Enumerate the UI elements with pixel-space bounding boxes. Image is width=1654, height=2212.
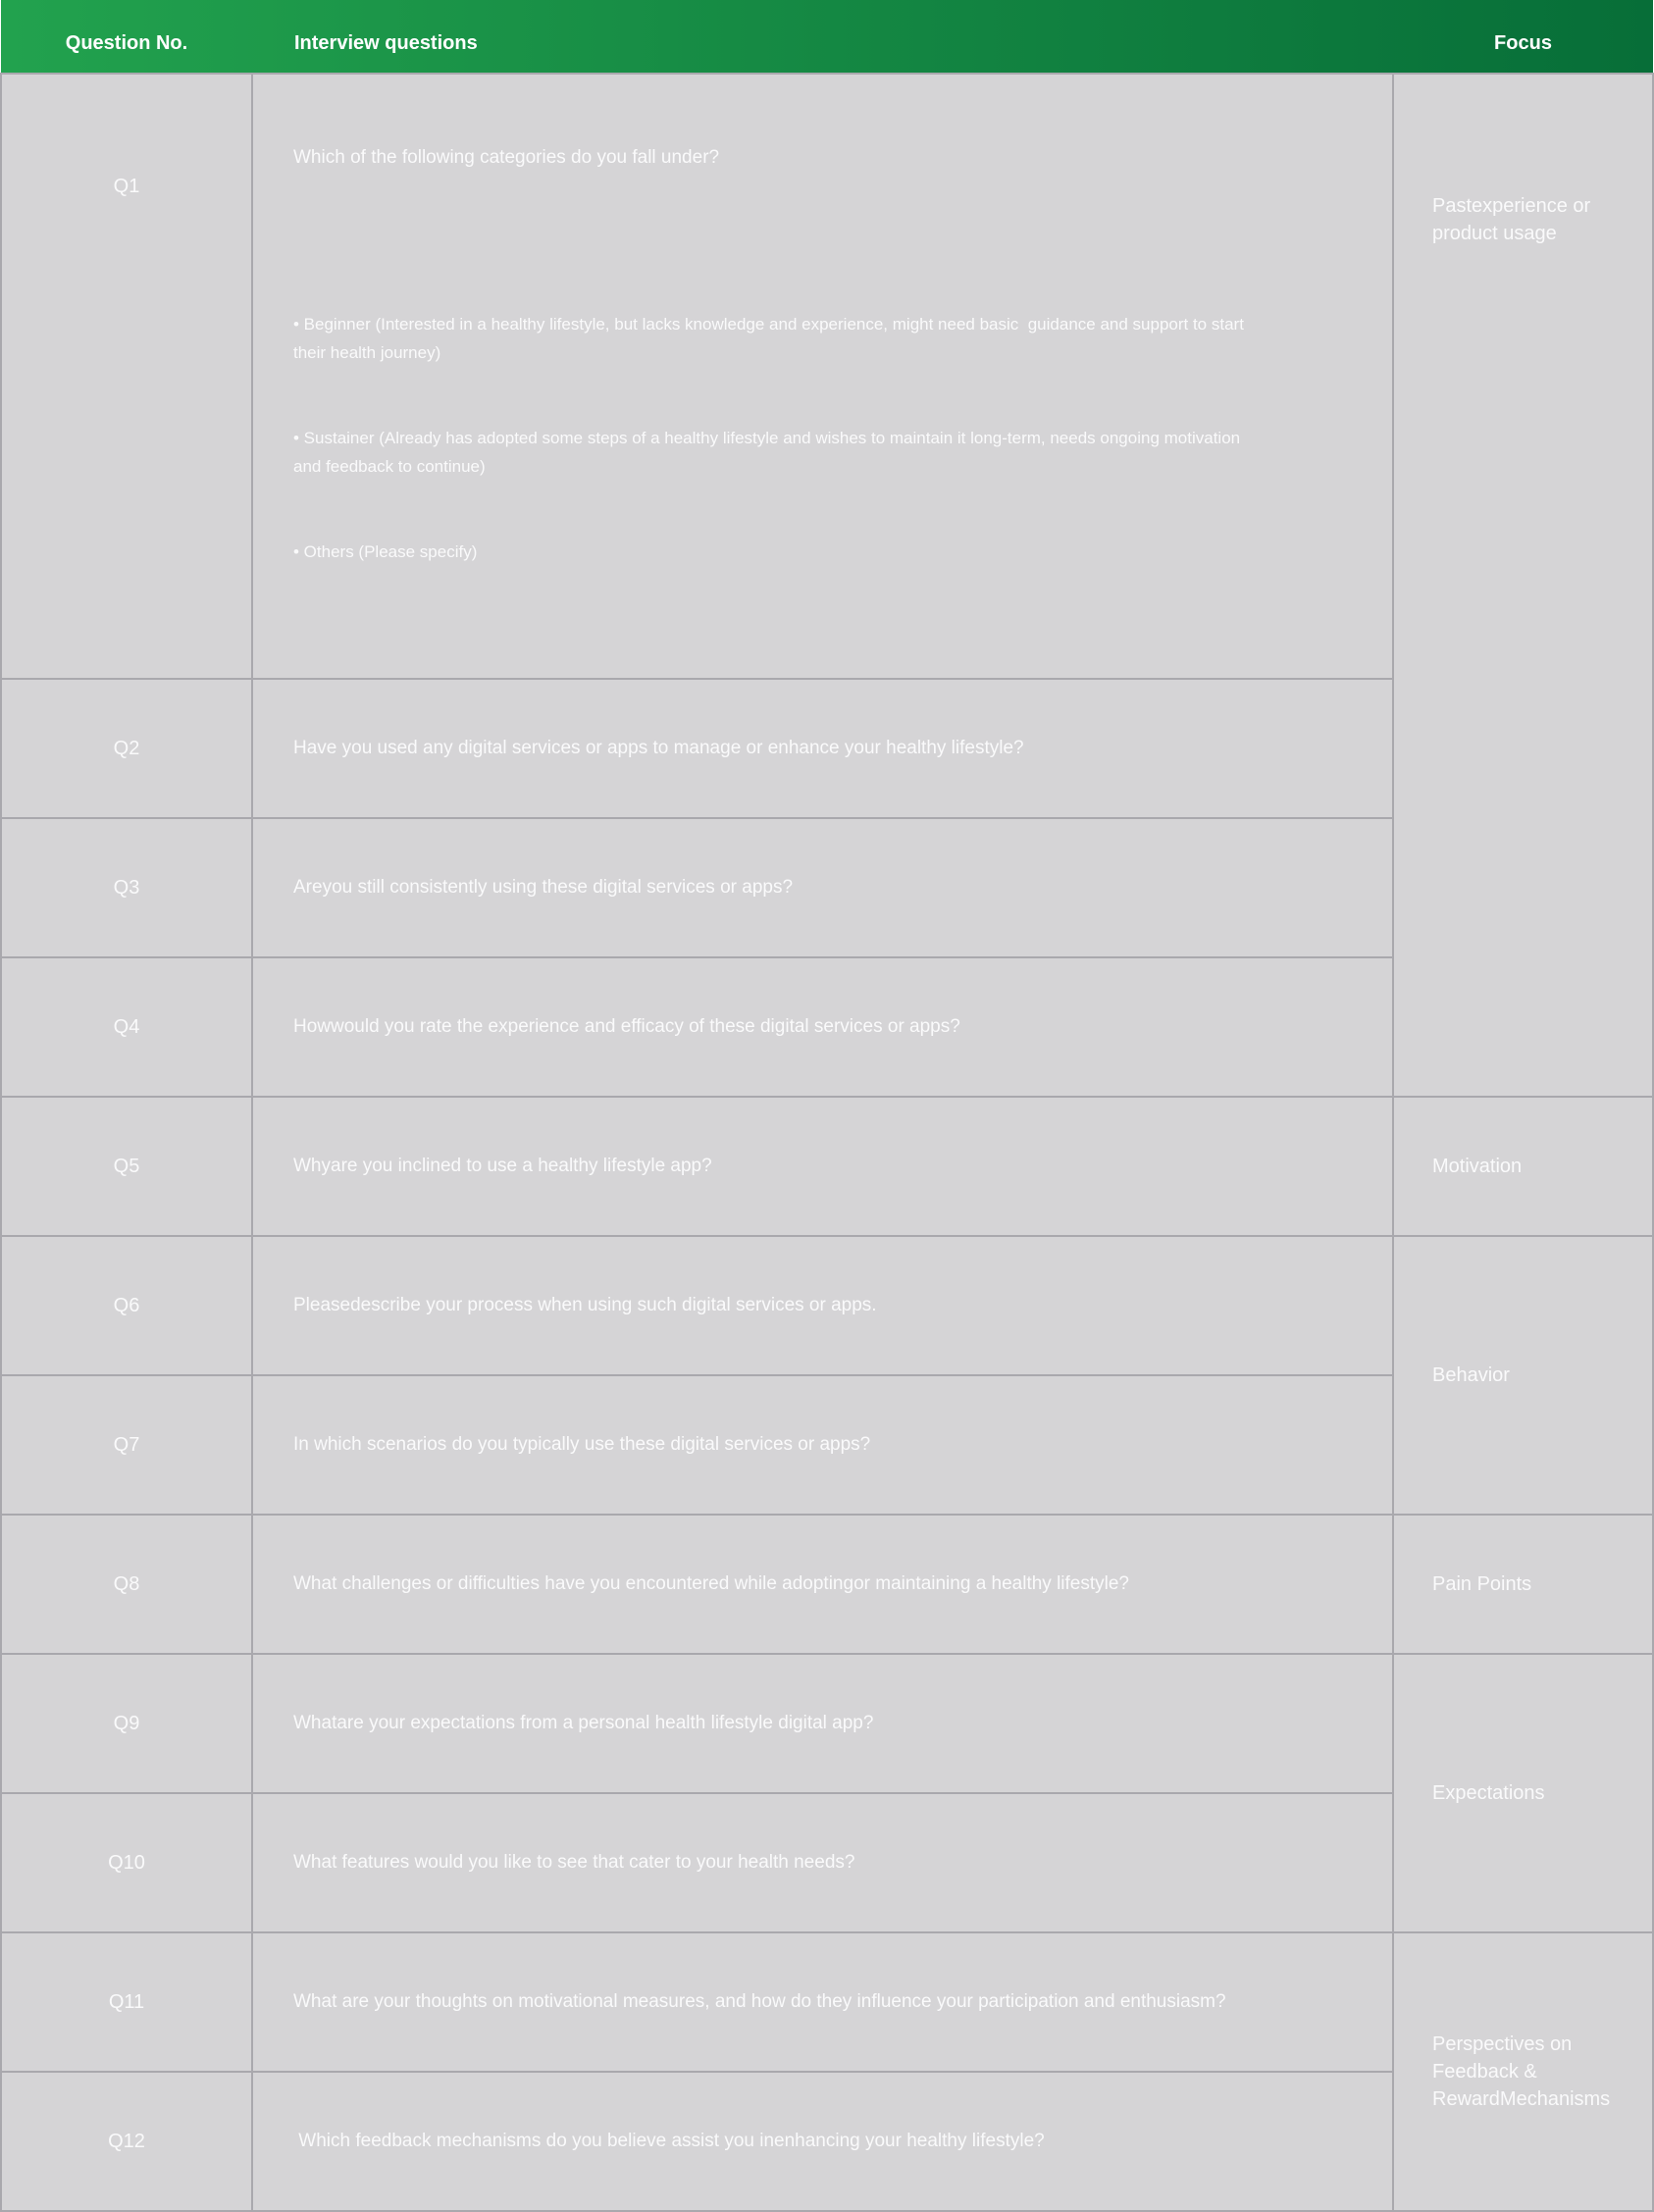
q3-question-text: Areyou still consistently using these digital services or apps? bbox=[293, 877, 794, 898]
question-number-q7: Q7 bbox=[1, 1375, 252, 1515]
question-number-q2: Q2 bbox=[1, 679, 252, 818]
question-number-q12: Q12 bbox=[1, 2072, 252, 2211]
focus-cell-behavior bbox=[1393, 1236, 1653, 1515]
q1-option-sustainer: • Sustainer (Already has adopted some steps of a healthy lifestyle and wishes to maintain it long-term, needs ongoing motivation and feedback to continue) bbox=[293, 429, 1245, 476]
question-cell-q11 bbox=[252, 1932, 1393, 2072]
question-number-q3: Q3 bbox=[1, 818, 252, 957]
q7-question-text: In which scenarios do you typically use these digital services or apps? bbox=[293, 1434, 871, 1455]
focus-cell-motivation bbox=[1393, 1097, 1653, 1236]
table-row-q5 bbox=[1, 1097, 1653, 1236]
q2-question-text: Have you used any digital services or apps to manage or enhance your healthy lifestyle? bbox=[293, 738, 1024, 758]
question-cell-q3 bbox=[252, 818, 1393, 957]
table-row-q6 bbox=[1, 1236, 1653, 1375]
question-number-q11: Q11 bbox=[1, 1932, 252, 2072]
q5-question-text: Whyare you inclined to use a healthy lifestyle app? bbox=[293, 1156, 712, 1176]
question-number-q1: Q1 bbox=[1, 74, 252, 679]
q1-options-list bbox=[293, 253, 1250, 623]
table-header-row bbox=[1, 0, 1653, 74]
question-cell-q12 bbox=[252, 2072, 1393, 2211]
header-focus: Focus bbox=[1393, 0, 1653, 74]
question-cell-q1 bbox=[252, 74, 1393, 679]
question-number-q8: Q8 bbox=[1, 1515, 252, 1654]
focus-label-motivation: Motivation bbox=[1432, 1156, 1523, 1177]
focus-cell-past-experience bbox=[1393, 74, 1653, 1097]
table-row-q1 bbox=[1, 74, 1653, 679]
q4-question-text: Howwould you rate the experience and efficacy of these digital services or apps? bbox=[293, 1016, 960, 1037]
q11-question-text: What are your thoughts on motivational measures, and how do they influence your participation and enthusiasm? bbox=[293, 1991, 1226, 2012]
focus-label-pain-points: Pain Points bbox=[1432, 1573, 1532, 1595]
question-cell-q6 bbox=[252, 1236, 1393, 1375]
q1-option-beginner: • Beginner (Interested in a healthy lifestyle, but lacks knowledge and experience, might need basic guidance and support to start their health journey) bbox=[293, 315, 1249, 362]
question-cell-q7 bbox=[252, 1375, 1393, 1515]
table-row-q11 bbox=[1, 1932, 1653, 2072]
q12-question-text: Which feedback mechanisms do you believe assist you inenhancing your healthy lifestyle? bbox=[293, 2131, 1045, 2151]
table-row-q8 bbox=[1, 1515, 1653, 1654]
header-question-no: Question No. bbox=[1, 0, 252, 74]
focus-cell-pain-points bbox=[1393, 1515, 1653, 1654]
header-interview-questions: Interview questions bbox=[252, 0, 1393, 74]
question-cell-q4 bbox=[252, 957, 1393, 1097]
question-cell-q5 bbox=[252, 1097, 1393, 1236]
question-cell-q10 bbox=[252, 1793, 1393, 1932]
question-number-q6: Q6 bbox=[1, 1236, 252, 1375]
q10-question-text: What features would you like to see that cater to your health needs? bbox=[293, 1852, 855, 1873]
focus-label-past-experience: Pastexperience or product usage bbox=[1432, 195, 1591, 244]
question-cell-q2 bbox=[252, 679, 1393, 818]
focus-label-expectations: Expectations bbox=[1432, 1782, 1545, 1804]
q9-question-text: Whatare your expectations from a personal health lifestyle digital app? bbox=[293, 1713, 874, 1733]
q6-question-text: Pleasedescribe your process when using such digital services or apps. bbox=[293, 1295, 877, 1315]
question-cell-q8 bbox=[252, 1515, 1393, 1654]
focus-cell-expectations bbox=[1393, 1654, 1653, 1932]
question-number-q4: Q4 bbox=[1, 957, 252, 1097]
focus-cell-perspectives-feedback bbox=[1393, 1932, 1653, 2211]
table-row-q9 bbox=[1, 1654, 1653, 1793]
question-number-q10: Q10 bbox=[1, 1793, 252, 1932]
question-cell-q9 bbox=[252, 1654, 1393, 1793]
q1-question-text: Which of the following categories do you fall under? bbox=[293, 147, 720, 168]
question-number-q9: Q9 bbox=[1, 1654, 252, 1793]
q1-option-others: • Others (Please specify) bbox=[293, 542, 478, 561]
question-number-q5: Q5 bbox=[1, 1097, 252, 1236]
focus-label-perspectives-feedback: Perspectives on Feedback & RewardMechanisms bbox=[1432, 2033, 1611, 2110]
q8-question-text: What challenges or difficulties have you encountered while adoptingor maintaining a healthy lifestyle? bbox=[293, 1573, 1130, 1594]
focus-label-behavior: Behavior bbox=[1432, 1364, 1510, 1386]
